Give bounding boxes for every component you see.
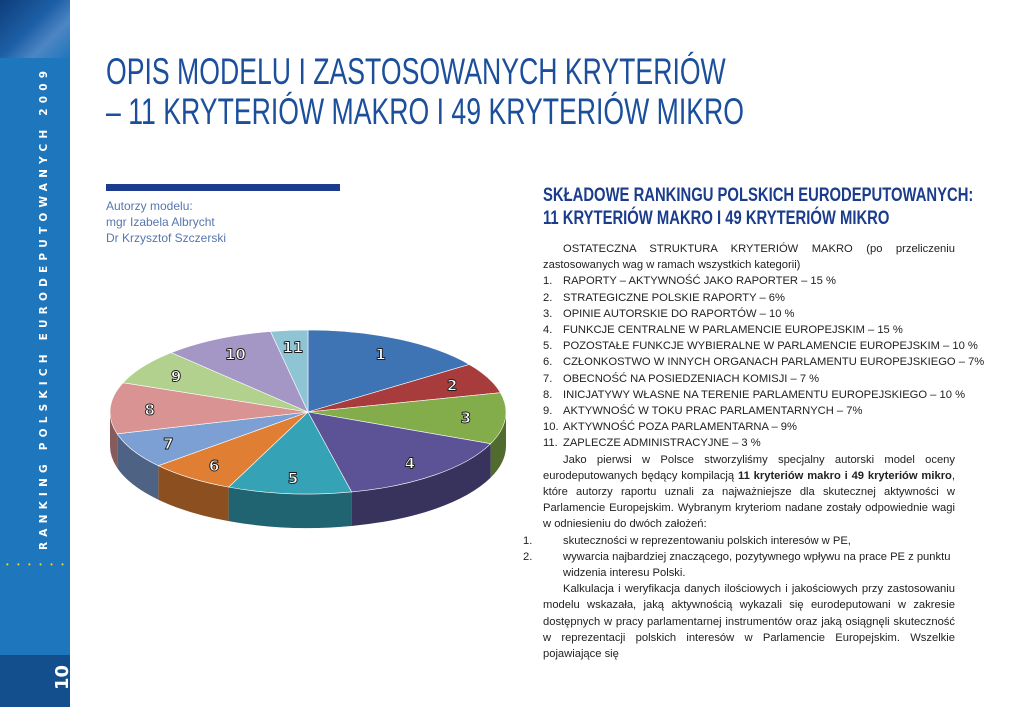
pie-slice-label: 2 bbox=[446, 376, 458, 395]
pie-slice-label: 7 bbox=[163, 434, 174, 453]
criteria-intro: OSTATECZNA STRUKTURA KRYTERIÓW MAKRO (po przeliczeniu zastosowanych wag w ramach wszystkich kategorii) bbox=[543, 243, 955, 272]
sidebar-vertical-title: RANKING POLSKICH EURODEPUTOWANYCH 2009 bbox=[38, 65, 50, 550]
criteria-text: INICJATYWY WŁASNE NA TERENIE PARLAMENTU EUROPEJSKIEGO – 10 % bbox=[563, 388, 966, 401]
criteria-text: AKTYWNOŚĆ POZA PARLAMENTARNA – 9% bbox=[563, 421, 797, 434]
criteria-number: 1. bbox=[543, 275, 553, 288]
section-heading-line2: 11 KRYTERIÓW MAKRO I 49 KRYTERIÓW MIKRO bbox=[543, 208, 890, 229]
reason-number: 2. bbox=[523, 550, 533, 563]
reason-number: 1. bbox=[523, 534, 533, 547]
reason-item bbox=[523, 533, 955, 549]
pie-slice-label: 10 bbox=[224, 345, 246, 364]
criteria-number: 2. bbox=[543, 291, 553, 304]
authors-block bbox=[106, 198, 226, 246]
section-heading-line1: SKŁADOWE RANKINGU POLSKICH EURODEPUTOWANYCH: bbox=[543, 185, 974, 206]
criteria-text: AKTYWNOŚĆ W TOKU PRAC PARLAMENTARNYCH – 7% bbox=[563, 405, 863, 418]
criteria-number: 11. bbox=[543, 437, 558, 450]
criteria-text: FUNKCJE CENTRALNE W PARLAMENCIE EUROPEJSKIM – 15 % bbox=[563, 324, 903, 337]
pie-slice-label: 9 bbox=[170, 367, 182, 386]
eu-stars-icon: • • • • • • bbox=[6, 560, 67, 569]
criteria-item bbox=[543, 290, 955, 306]
paragraph: Kalkulacja i weryfikacja danych ilościowych i jakościowych przy zastosowaniu modelu wskazała, jaką aktywnością wykazali się eurodeputowani w zakresie dostępnych w pracy parlamentarnej instrumentów oraz jaką osiągnęli skuteczność w reprezentacji polskich interesów w Parlamencie Europejskim. Wszelkie pojawiające się bbox=[543, 583, 955, 661]
criteria-item bbox=[543, 322, 955, 338]
europe-map-image bbox=[0, 0, 70, 58]
reason-item bbox=[523, 549, 955, 581]
reason-text: wywarcia najbardziej znaczącego, pozytywnego wpływu na prace PE z punktu widzenia interesu Polski. bbox=[563, 550, 951, 580]
criteria-list bbox=[543, 273, 985, 451]
page-title bbox=[106, 52, 744, 132]
page-title-line1: OPIS MODELU I ZASTOSOWANYCH KRYTERIÓW bbox=[106, 51, 726, 92]
pie-slice-label: 4 bbox=[404, 454, 416, 473]
criteria-number: 4. bbox=[543, 324, 553, 337]
author-name: Dr Krzysztof Szczerski bbox=[106, 231, 227, 245]
criteria-text: POZOSTAŁE FUNKCJE WYBIERALNE W PARLAMENCIE EUROPEJSKIM – 10 % bbox=[563, 340, 978, 353]
paragraph bbox=[543, 452, 955, 533]
pie-chart bbox=[100, 318, 520, 548]
criteria-text: OPINIE AUTORSKIE DO RAPORTÓW – 10 % bbox=[563, 307, 795, 320]
criteria-item bbox=[543, 338, 978, 354]
criteria-text: ZAPLECZE ADMINISTRACYJNE – 3 % bbox=[563, 437, 761, 450]
pie-slice-label: 11 bbox=[282, 338, 304, 357]
sidebar bbox=[0, 0, 73, 707]
criteria-number: 8. bbox=[543, 388, 553, 401]
pie-slice-label: 5 bbox=[287, 469, 299, 488]
pie-slice-label: 1 bbox=[375, 345, 386, 364]
criteria-number: 3. bbox=[543, 307, 553, 320]
criteria-item bbox=[543, 435, 955, 451]
reasons-list bbox=[523, 533, 955, 582]
criteria-item bbox=[543, 354, 985, 370]
author-name: mgr Izabela Albrycht bbox=[106, 215, 215, 229]
criteria-item bbox=[543, 419, 955, 435]
criteria-number: 9. bbox=[543, 405, 553, 418]
divider-rule bbox=[106, 184, 340, 191]
page-number: 10 bbox=[52, 664, 73, 690]
criteria-text: STRATEGICZNE POLSKIE RAPORTY – 6% bbox=[563, 291, 785, 304]
section-heading bbox=[543, 184, 973, 230]
criteria-item bbox=[543, 306, 955, 322]
reason-text: skuteczności w reprezentowaniu polskich interesów w PE, bbox=[563, 534, 851, 547]
criteria-text: OBECNOŚĆ NA POSIEDZENIACH KOMISJI – 7 % bbox=[563, 372, 820, 385]
pie-top-group bbox=[110, 330, 506, 494]
criteria-number: 7. bbox=[543, 372, 553, 385]
criteria-text: RAPORTY – AKTYWNOŚĆ JAKO RAPORTER – 15 % bbox=[563, 275, 836, 288]
criteria-item bbox=[543, 273, 955, 289]
paragraph-bold-text: 11 kryteriów makro i 49 kryteriów mikro bbox=[737, 469, 952, 482]
paragraph-text: Jako pierwsi w Polsce stworzyliśmy specjalny autorski model oceny eurodeputowanych będący kompilacją bbox=[543, 453, 955, 482]
authors-label: Autorzy modelu: bbox=[106, 199, 193, 213]
criteria-number: 10. bbox=[543, 421, 559, 434]
pie-slice-label: 3 bbox=[460, 409, 472, 428]
paragraph-text: , które autorzy raportu uznali za najważniejsze dla skutecznej aktywności w Parlamencie Europejskim. Wybranym kryteriom nadane zostały odpowiednie wagi w odniesieniu do dwóch założeń: bbox=[543, 469, 956, 531]
criteria-text: CZŁONKOSTWO W INNYCH ORGANACH PARLAMENTU EUROPEJSKIEGO – 7% bbox=[563, 356, 985, 369]
criteria-item bbox=[543, 403, 955, 419]
criteria-number: 5. bbox=[543, 340, 553, 353]
criteria-number: 6. bbox=[543, 356, 553, 369]
pie-slice-label: 8 bbox=[144, 400, 155, 419]
pie-slice-label: 6 bbox=[208, 456, 220, 475]
page-title-line2: – 11 KRYTERIÓW MAKRO I 49 KRYTERIÓW MIKRO bbox=[106, 91, 745, 132]
criteria-item bbox=[543, 371, 955, 387]
body-text bbox=[523, 241, 985, 662]
criteria-item bbox=[543, 387, 966, 403]
